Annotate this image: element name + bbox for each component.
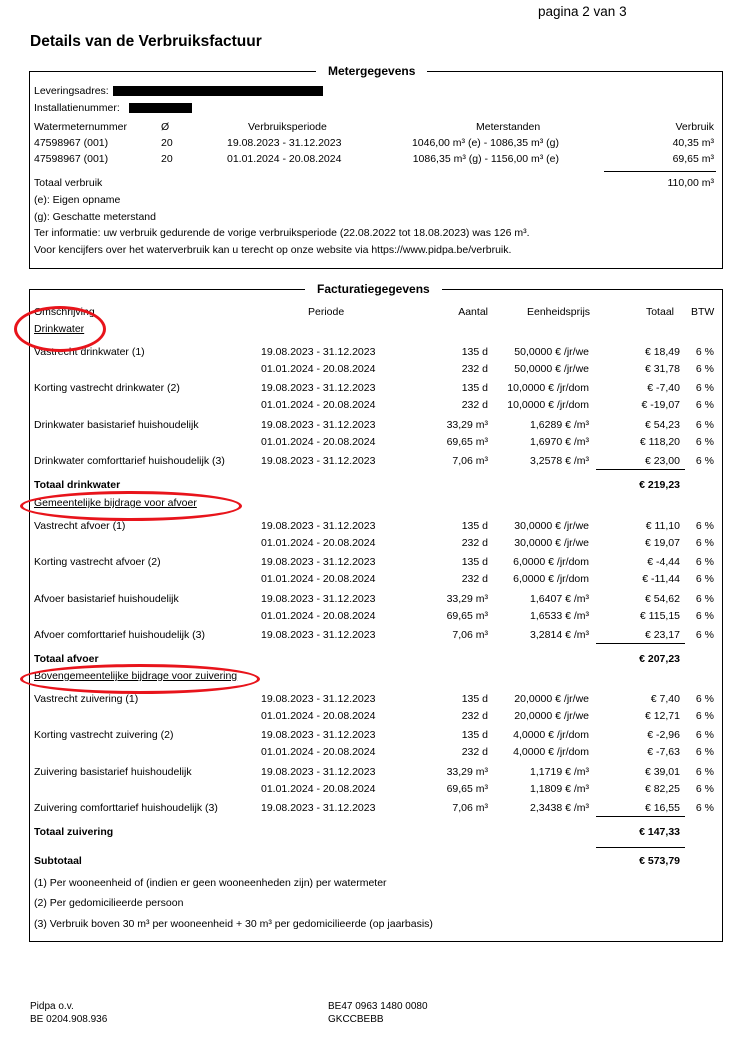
meter-row-2-meter: 47598967 (001)	[34, 153, 109, 165]
line-qty: 232 d	[461, 363, 488, 375]
line-total: € 23,00	[644, 455, 680, 467]
billing-header-period: Periode	[308, 306, 345, 318]
line-qty: 135 d	[461, 556, 488, 568]
subtotal-label: Subtotaal	[34, 855, 82, 867]
subtotal-line	[596, 847, 685, 848]
line-total: € -19,07	[641, 399, 680, 411]
footer-bank	[328, 1000, 428, 1026]
section-total-line	[596, 816, 685, 817]
line-period: 01.01.2024 - 20.08.2024	[261, 610, 376, 622]
line-vat: 6 %	[695, 593, 714, 605]
line-unit: 1,6407 € /m³	[530, 593, 589, 605]
line-period: 19.08.2023 - 31.12.2023	[261, 455, 376, 467]
line-vat: 6 %	[695, 746, 714, 758]
line-unit: 6,0000 € /jr/dom	[513, 556, 589, 568]
line-total: € 7,40	[650, 693, 680, 705]
line-qty: 232 d	[461, 746, 488, 758]
meter-note-website: Voor kencijfers over het waterverbruik kan u terecht op onze website via https://www.pidpa.be/verbruik.	[34, 244, 512, 256]
line-period: 19.08.2023 - 31.12.2023	[261, 520, 376, 532]
section-total-value: € 207,23	[639, 653, 680, 665]
subtotal-value: € 573,79	[639, 855, 680, 867]
line-desc: Vastrecht drinkwater (1)	[34, 346, 145, 358]
line-period: 01.01.2024 - 20.08.2024	[261, 436, 376, 448]
meter-row-1-diameter: 20	[161, 137, 173, 149]
line-desc: Drinkwater basistarief huishoudelijk	[34, 419, 199, 431]
line-period: 01.01.2024 - 20.08.2024	[261, 573, 376, 585]
footer-company	[30, 1000, 107, 1026]
billing-header-unit: Eenheidsprijs	[527, 306, 591, 318]
billing-header-vat: BTW	[691, 306, 715, 318]
line-qty: 7,06 m³	[452, 455, 488, 467]
line-total: € 54,62	[644, 593, 680, 605]
line-vat: 6 %	[695, 520, 714, 532]
billing-header-total: Totaal	[645, 306, 674, 318]
line-period: 01.01.2024 - 20.08.2024	[261, 783, 376, 795]
meter-row-1-usage: 40,35 m³	[672, 137, 714, 149]
billing-section-title: Facturatiegegevens	[305, 282, 442, 296]
line-period: 19.08.2023 - 31.12.2023	[261, 382, 376, 394]
line-period: 01.01.2024 - 20.08.2024	[261, 710, 376, 722]
line-unit: 20,0000 € /jr/we	[514, 693, 589, 705]
section-total-line	[596, 643, 685, 644]
meter-section	[29, 64, 723, 269]
line-qty: 232 d	[461, 399, 488, 411]
line-unit: 3,2814 € /m³	[530, 629, 589, 641]
line-vat: 6 %	[695, 693, 714, 705]
line-qty: 135 d	[461, 729, 488, 741]
meter-row-1-readings: 1046,00 m³ (e) - 1086,35 m³ (g)	[411, 137, 559, 149]
line-unit: 1,6970 € /m³	[530, 436, 589, 448]
line-qty: 135 d	[461, 382, 488, 394]
section-total-label: Totaal afvoer	[34, 653, 99, 665]
meter-header-usage: Verbruik	[675, 121, 714, 133]
section-total-label: Totaal zuivering	[34, 826, 114, 838]
line-unit: 20,0000 € /jr/we	[514, 710, 589, 722]
line-total: € 39,01	[644, 766, 680, 778]
meter-section-title: Metergegevens	[316, 64, 427, 78]
line-total: € -7,63	[647, 746, 680, 758]
line-qty: 33,29 m³	[446, 766, 488, 778]
annotation-circle-afvoer	[20, 491, 242, 521]
billing-header-desc: Omschrijving	[34, 306, 95, 318]
line-vat: 6 %	[695, 363, 714, 375]
line-total: € 23,17	[644, 629, 680, 641]
line-vat: 6 %	[695, 419, 714, 431]
line-vat: 6 %	[695, 556, 714, 568]
line-qty: 135 d	[461, 693, 488, 705]
line-vat: 6 %	[695, 783, 714, 795]
line-unit: 1,1719 € /m³	[530, 766, 589, 778]
annotation-circle-zuivering	[20, 664, 260, 694]
section-total-value: € 147,33	[639, 826, 680, 838]
line-vat: 6 %	[695, 629, 714, 641]
line-period: 01.01.2024 - 20.08.2024	[261, 746, 376, 758]
meter-note-own: (e): Eigen opname	[34, 194, 121, 206]
line-unit: 1,1809 € /m³	[530, 783, 589, 795]
line-period: 01.01.2024 - 20.08.2024	[261, 537, 376, 549]
footnote-2: (2) Per gedomicilieerde persoon	[34, 897, 184, 909]
line-vat: 6 %	[695, 537, 714, 549]
meter-header-readings: Meterstanden	[476, 121, 541, 133]
line-vat: 6 %	[695, 710, 714, 722]
line-unit: 6,0000 € /jr/dom	[513, 573, 589, 585]
line-period: 19.08.2023 - 31.12.2023	[261, 766, 376, 778]
line-unit: 30,0000 € /jr/we	[514, 537, 589, 549]
meter-note-estimated: (g): Geschatte meterstand	[34, 211, 156, 223]
line-qty: 69,65 m³	[446, 610, 488, 622]
line-vat: 6 %	[695, 729, 714, 741]
line-total: € 12,71	[644, 710, 680, 722]
line-qty: 135 d	[461, 346, 488, 358]
line-desc: Zuivering basistarief huishoudelijk	[34, 766, 192, 778]
meter-row-2-period: 01.01.2024 - 20.08.2024	[227, 153, 342, 165]
line-qty: 232 d	[461, 710, 488, 722]
line-qty: 232 d	[461, 537, 488, 549]
line-vat: 6 %	[695, 399, 714, 411]
line-period: 01.01.2024 - 20.08.2024	[261, 363, 376, 375]
line-total: € -7,40	[647, 382, 680, 394]
line-unit: 3,2578 € /m³	[530, 455, 589, 467]
line-qty: 7,06 m³	[452, 802, 488, 814]
redacted-address	[113, 86, 323, 96]
meter-row-1-period: 19.08.2023 - 31.12.2023	[227, 137, 342, 149]
meter-row-2-readings: 1086,35 m³ (g) - 1156,00 m³ (e)	[412, 153, 559, 165]
line-desc: Korting vastrecht afvoer (2)	[34, 556, 161, 568]
line-vat: 6 %	[695, 346, 714, 358]
line-period: 19.08.2023 - 31.12.2023	[261, 419, 376, 431]
line-unit: 4,0000 € /jr/dom	[513, 746, 589, 758]
line-qty: 135 d	[461, 520, 488, 532]
delivery-address-label: Leveringsadres:	[34, 85, 109, 97]
line-desc: Vastrecht afvoer (1)	[34, 520, 126, 532]
meter-note-previous: Ter informatie: uw verbruik gedurende de vorige verbruiksperiode (22.08.2022 tot 18.08.2023) was 126 m³.	[34, 227, 530, 239]
line-period: 19.08.2023 - 31.12.2023	[261, 693, 376, 705]
line-vat: 6 %	[695, 573, 714, 585]
line-total: € 19,07	[644, 537, 680, 549]
line-total: € 115,15	[639, 610, 680, 622]
line-desc: Korting vastrecht drinkwater (2)	[34, 382, 180, 394]
footnote-1: (1) Per wooneenheid of (indien er geen wooneenheden zijn) per watermeter	[34, 877, 387, 889]
section-heading: Gemeentelijke bijdrage voor afvoer	[34, 497, 197, 509]
section-heading: Drinkwater	[34, 323, 85, 335]
line-vat: 6 %	[695, 382, 714, 394]
line-vat: 6 %	[695, 610, 714, 622]
line-desc: Afvoer basistarief huishoudelijk	[34, 593, 179, 605]
line-total: € 82,25	[644, 783, 680, 795]
line-desc: Korting vastrecht zuivering (2)	[34, 729, 174, 741]
line-total: € 118,20	[639, 436, 680, 448]
line-period: 19.08.2023 - 31.12.2023	[261, 593, 376, 605]
line-total: € 11,10	[645, 520, 680, 532]
line-unit: 2,3438 € /m³	[530, 802, 589, 814]
footer-company-name: Pidpa o.v.	[30, 1001, 74, 1012]
line-unit: 50,0000 € /jr/we	[514, 346, 589, 358]
line-period: 19.08.2023 - 31.12.2023	[261, 629, 376, 641]
footnote-3: (3) Verbruik boven 30 m³ per wooneenheid + 30 m³ per gedomicilieerde (op jaarbasis)	[34, 918, 433, 930]
section-total-label: Totaal drinkwater	[34, 479, 121, 491]
billing-header-qty: Aantal	[458, 306, 488, 318]
line-unit: 50,0000 € /jr/we	[514, 363, 589, 375]
meter-total-value: 110,00 m³	[667, 177, 714, 189]
line-qty: 69,65 m³	[446, 436, 488, 448]
line-period: 19.08.2023 - 31.12.2023	[261, 729, 376, 741]
line-unit: 1,6289 € /m³	[530, 419, 589, 431]
meter-header-period: Verbruiksperiode	[248, 121, 327, 133]
footer-iban: BE47 0963 1480 0080	[328, 1001, 428, 1012]
line-total: € -11,44	[642, 573, 680, 585]
line-qty: 33,29 m³	[446, 419, 488, 431]
meter-row-2-usage: 69,65 m³	[672, 153, 714, 165]
line-period: 19.08.2023 - 31.12.2023	[261, 556, 376, 568]
line-vat: 6 %	[695, 802, 714, 814]
meter-row-1-meter: 47598967 (001)	[34, 137, 109, 149]
meter-row-2-diameter: 20	[161, 153, 173, 165]
meter-header-diameter: Ø	[161, 121, 170, 133]
line-desc: Afvoer comforttarief huishoudelijk (3)	[34, 629, 205, 641]
line-desc: Drinkwater comforttarief huishoudelijk (3)	[34, 455, 225, 467]
page-number: pagina 2 van 3	[538, 4, 627, 19]
footer-bic: GKCCBEBB	[328, 1014, 384, 1025]
line-total: € -2,96	[647, 729, 680, 741]
line-total: € -4,44	[647, 556, 680, 568]
document-title: Details van de Verbruiksfactuur	[30, 33, 262, 50]
line-qty: 7,06 m³	[452, 629, 488, 641]
footer-company-id: BE 0204.908.936	[30, 1014, 108, 1025]
annotation-circle-drinkwater	[14, 306, 106, 352]
line-total: € 16,55	[644, 802, 680, 814]
line-vat: 6 %	[695, 455, 714, 467]
line-unit: 1,6533 € /m³	[530, 610, 589, 622]
line-period: 19.08.2023 - 31.12.2023	[261, 802, 376, 814]
line-total: € 54,23	[644, 419, 680, 431]
line-unit: 10,0000 € /jr/dom	[507, 382, 589, 394]
line-desc: Vastrecht zuivering (1)	[34, 693, 139, 705]
line-period: 01.01.2024 - 20.08.2024	[261, 399, 376, 411]
section-total-line	[596, 469, 685, 470]
line-desc: Zuivering comforttarief huishoudelijk (3)	[34, 802, 218, 814]
redacted-installation-number	[129, 103, 192, 113]
line-qty: 69,65 m³	[446, 783, 488, 795]
line-qty: 33,29 m³	[446, 593, 488, 605]
section-total-value: € 219,23	[639, 479, 680, 491]
line-unit: 10,0000 € /jr/dom	[507, 399, 589, 411]
line-total: € 18,49	[644, 346, 680, 358]
meter-header-meter: Watermeternummer	[34, 121, 127, 133]
line-period: 19.08.2023 - 31.12.2023	[261, 346, 376, 358]
section-heading: Bovengemeentelijke bijdrage voor zuivering	[34, 670, 238, 682]
meter-total-label: Totaal verbruik	[34, 177, 103, 189]
line-vat: 6 %	[695, 436, 714, 448]
line-unit: 30,0000 € /jr/we	[514, 520, 589, 532]
installation-number-label: Installatienummer:	[34, 102, 120, 114]
line-qty: 232 d	[461, 573, 488, 585]
line-total: € 31,78	[644, 363, 680, 375]
meter-total-line	[604, 171, 716, 172]
line-vat: 6 %	[695, 766, 714, 778]
line-unit: 4,0000 € /jr/dom	[513, 729, 589, 741]
